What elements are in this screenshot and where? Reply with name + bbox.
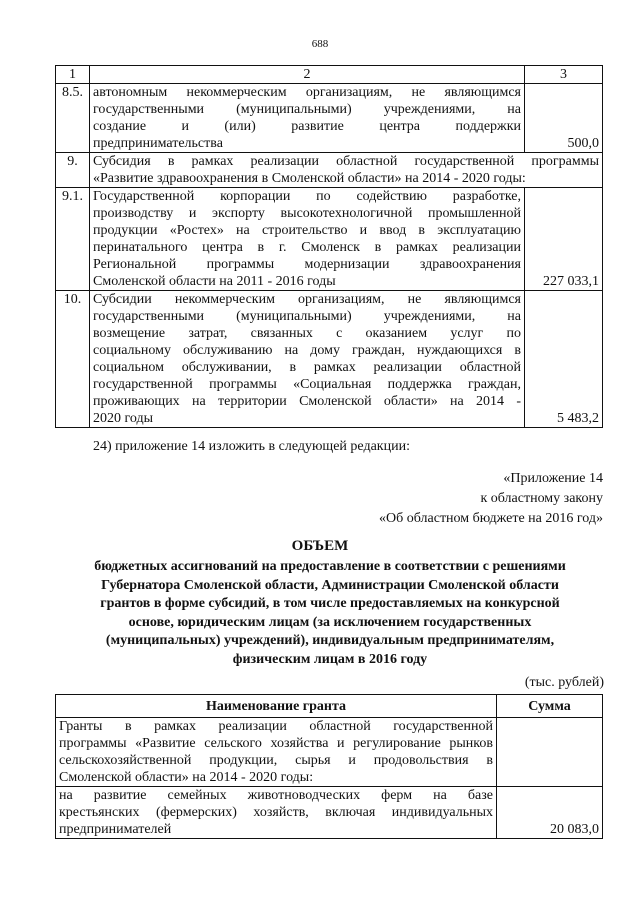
- row-description: [56, 718, 497, 787]
- table-row: [56, 291, 603, 428]
- column-header-name: Наименование гранта: [56, 695, 497, 718]
- table-row: [56, 718, 603, 787]
- page-number: 688: [311, 38, 329, 50]
- description-line: государственной программы «Социальная поддержка граждан,: [93, 377, 521, 392]
- description-line: продукции «Ростех» на строительство и ввод в эксплуатацию: [93, 223, 521, 238]
- units-label: (тыс. рублей): [524, 675, 604, 690]
- row-number: 8.5.: [56, 84, 90, 153]
- description-line: Региональной программы модернизации здравоохранения: [93, 257, 521, 272]
- subheading-line: грантов в форме субсидий, в том числе предоставляемых на конкурсной: [100, 596, 560, 611]
- description-line: Государственной корпорации по содействию разработке,: [93, 189, 521, 204]
- row-number: 10.: [56, 291, 90, 428]
- row-amount: 500,0: [525, 84, 603, 153]
- column-header-amount: Сумма: [497, 695, 603, 718]
- description-line: крестьянских (фермерских) хозяйств, включая индивидуальных: [59, 805, 493, 820]
- row-amount: [497, 718, 603, 787]
- description-line: проживающих на территории Смоленской области» на 2014 -: [93, 394, 521, 409]
- table-row: [56, 84, 603, 153]
- description-line: социальном обслуживании, в рамках реализации областной: [93, 360, 521, 375]
- appendix-line: «Об областном бюджете на 2016 год»: [379, 511, 603, 526]
- appendix-reference: [303, 469, 603, 529]
- row-description: [90, 153, 603, 188]
- subheading-line: (муниципальных) учреждений), индивидуальным предпринимателям,: [105, 633, 555, 648]
- subheading-line: физическим лицам в 2016 году: [232, 651, 428, 667]
- description-line: Гранты в рамках реализации областной государственной: [59, 719, 493, 734]
- row-amount: 227 033,1: [525, 188, 603, 291]
- subheading-line: Губернатора Смоленской области, Администрации Смоленской области: [101, 577, 559, 593]
- grants-table: [55, 694, 603, 839]
- description-line: программы «Развитие сельского хозяйства и регулирование рынков: [59, 736, 493, 751]
- description-line: производству и экспорту высокотехнологичной промышленной: [93, 206, 521, 221]
- description-line: государственными (муниципальными) учреждениями, на: [93, 309, 521, 324]
- row-description: [90, 291, 525, 428]
- description-line: социальному обслуживанию на дому граждан, нуждающихся в: [93, 343, 521, 358]
- description-line: государственными (муниципальными) учреждениями, на: [93, 102, 521, 117]
- column-header-3: 3: [525, 66, 603, 84]
- column-header-1: 1: [56, 66, 90, 84]
- description-line: Смоленской области» на 2014 - 2020 годы:: [59, 770, 314, 785]
- description-line: 2020 годы: [93, 411, 154, 426]
- table-row: [56, 188, 603, 291]
- subheading-line: основе, юридическим лицам (за исключением государственных: [128, 614, 532, 630]
- amendment-text: 24) приложение 14 изложить в следующей редакции:: [93, 439, 410, 454]
- document-heading: ОБЪЕМ: [291, 538, 349, 554]
- description-line: Субсидия в рамках реализации областной государственной программы: [93, 154, 599, 169]
- row-description: [56, 787, 497, 839]
- description-line: предпринимательства: [93, 136, 223, 151]
- description-line: создание и (или) развитие центра поддержки: [93, 119, 521, 134]
- description-line: перинатального центра в г. Смоленск в рамках реализации: [93, 240, 521, 255]
- description-line: Смоленской области на 2011 - 2016 годы: [93, 274, 336, 289]
- row-number: 9.1.: [56, 188, 90, 291]
- description-line: «Развитие здравоохранения в Смоленской области» на 2014 - 2020 годы:: [93, 171, 526, 186]
- row-description: [90, 84, 525, 153]
- subheading-line: бюджетных ассигнований на предоставление в соответствии с решениями: [94, 559, 566, 574]
- table-row: [56, 787, 603, 839]
- column-header-2: 2: [90, 66, 525, 84]
- table-header-row: [56, 695, 603, 718]
- row-amount: 20 083,0: [497, 787, 603, 839]
- description-line: на развитие семейных животноводческих ферм на базе: [59, 788, 493, 803]
- table-row: [56, 153, 603, 188]
- description-line: автономным некоммерческим организациям, не являющимся: [93, 85, 521, 100]
- budget-continuation-table: [55, 65, 603, 428]
- appendix-line: к областному закону: [480, 491, 603, 506]
- document-subheading: [50, 558, 610, 669]
- description-line: предпринимателей: [59, 822, 172, 837]
- row-number: 9.: [56, 153, 90, 188]
- description-line: Субсидии некоммерческим организациям, не являющимся: [93, 292, 521, 307]
- row-description: [90, 188, 525, 291]
- description-line: возмещение затрат, связанных с оказанием услуг по: [93, 326, 521, 341]
- table-header-row: [56, 66, 603, 84]
- appendix-line: «Приложение 14: [503, 471, 603, 486]
- row-amount: 5 483,2: [525, 291, 603, 428]
- description-line: сельскохозяйственной продукции, сырья и продовольствия в: [59, 753, 493, 768]
